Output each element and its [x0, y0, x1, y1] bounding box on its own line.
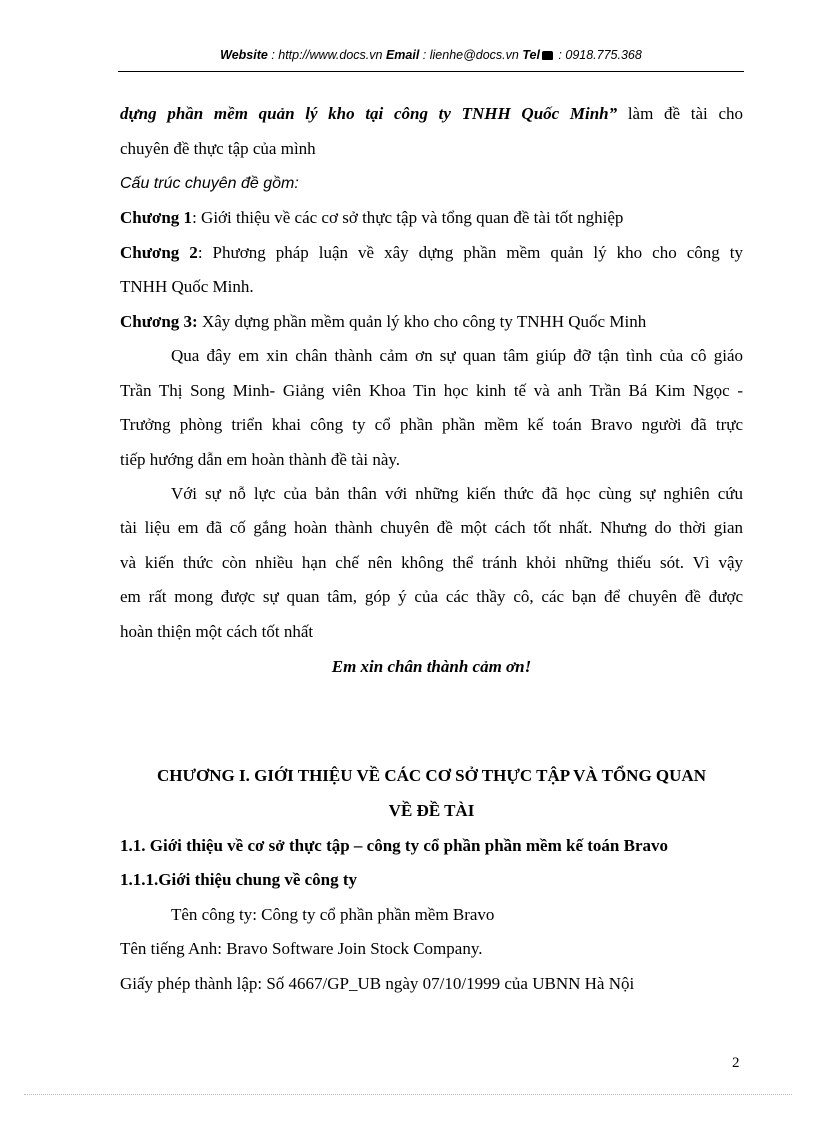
chapter-text: : Giới thiệu về các cơ sở thực tập và tổng quan đề tài tốt nghiệp [192, 208, 624, 227]
subsection-heading: 1.1.1.Giới thiệu chung về công ty [120, 870, 358, 889]
project-title-fragment: dựng phần mềm quản lý kho tại công ty TNHH Quốc Minh” [120, 104, 618, 123]
license-line: Giấy phép thành lập: Số 4667/GP_UB ngày 07/10/1999 của UBNN Hà Nội [120, 974, 635, 993]
header-rule [118, 71, 744, 72]
company-name-line: Tên công ty: Công ty cổ phần phần mềm Bravo [171, 905, 495, 924]
tel-value: : 0918.775.368 [554, 48, 642, 62]
phone-icon [542, 51, 553, 60]
page-number: 2 [732, 1055, 740, 1071]
chapter-label: Chương 2 [120, 243, 198, 262]
section-heading: 1.1. Giới thiệu về cơ sở thực tập – công ty cổ phần phần mềm kế toán Bravo [120, 836, 668, 855]
tel-label: Tel [522, 48, 540, 62]
email-value: : lienhe@docs.vn [419, 48, 523, 62]
chapter-title: CHƯƠNG I. GIỚI THIỆU VỀ CÁC CƠ SỞ THỰC TẬP VÀ TỔNG QUAN [157, 766, 706, 785]
paragraph-line: Qua đây em xin chân thành cảm ơn sự quan tâm giúp đỡ tận tình của cô giáo [171, 346, 743, 365]
page-bottom-rule [24, 1094, 792, 1095]
paragraph-line [120, 103, 743, 125]
paragraph-line: và kiến thức còn nhiều hạn chế nên không thể tránh khỏi những thiếu sót. Vì vậy [120, 553, 743, 572]
paragraph-line: TNHH Quốc Minh. [120, 277, 254, 296]
chapter-3-line [120, 311, 646, 333]
english-name-line: Tên tiếng Anh: Bravo Software Join Stock Company. [120, 939, 483, 958]
chapter-text: : Phương pháp luận về xây dựng phần mềm quản lý kho cho công ty [197, 243, 743, 262]
email-label: Email [385, 48, 420, 62]
paragraph-line: Trần Thị Song Minh- Giảng viên Khoa Tin học kinh tế và anh Trần Bá Kim Ngọc - [120, 381, 743, 400]
paragraph-line: Với sự nỗ lực của bản thân với những kiến thức đã học cùng sự nghiên cứu [171, 484, 743, 503]
chapter-1-line [120, 207, 623, 229]
paragraph-line: tài liệu em đã cố gắng hoàn thành chuyên đề một cách tốt nhất. Nhưng do thời gian [120, 518, 743, 537]
thanks-line: Em xin chân thành cảm ơn! [331, 657, 532, 676]
chapter-2-line [120, 242, 743, 264]
paragraph-line: tiếp hướng dẫn em hoàn thành đề tài này. [120, 450, 401, 469]
chapter-title-cont: VỀ ĐỀ TÀI [388, 801, 475, 820]
chapter-label: Chương 1 [120, 208, 193, 227]
paragraph-line: chuyên đề thực tập của mình [120, 139, 316, 158]
structure-heading: Cấu trúc chuyên đề gồm: [120, 175, 299, 192]
line-text: làm đề tài cho [617, 104, 743, 123]
paragraph-line: Trưởng phòng triển khai công ty cổ phần phần mềm kế toán Bravo người đã trực [120, 415, 743, 434]
page-header [118, 48, 744, 62]
paragraph-line: hoàn thiện một cách tốt nhất [120, 622, 314, 641]
chapter-label: Chương 3: [120, 312, 198, 331]
website-value: : http://www.docs.vn [267, 48, 386, 62]
chapter-text: Xây dựng phần mềm quản lý kho cho công ty TNHH Quốc Minh [197, 312, 647, 331]
website-label: Website [220, 48, 268, 62]
paragraph-line: em rất mong được sự quan tâm, góp ý của các thầy cô, các bạn để chuyên đề được [120, 587, 743, 606]
